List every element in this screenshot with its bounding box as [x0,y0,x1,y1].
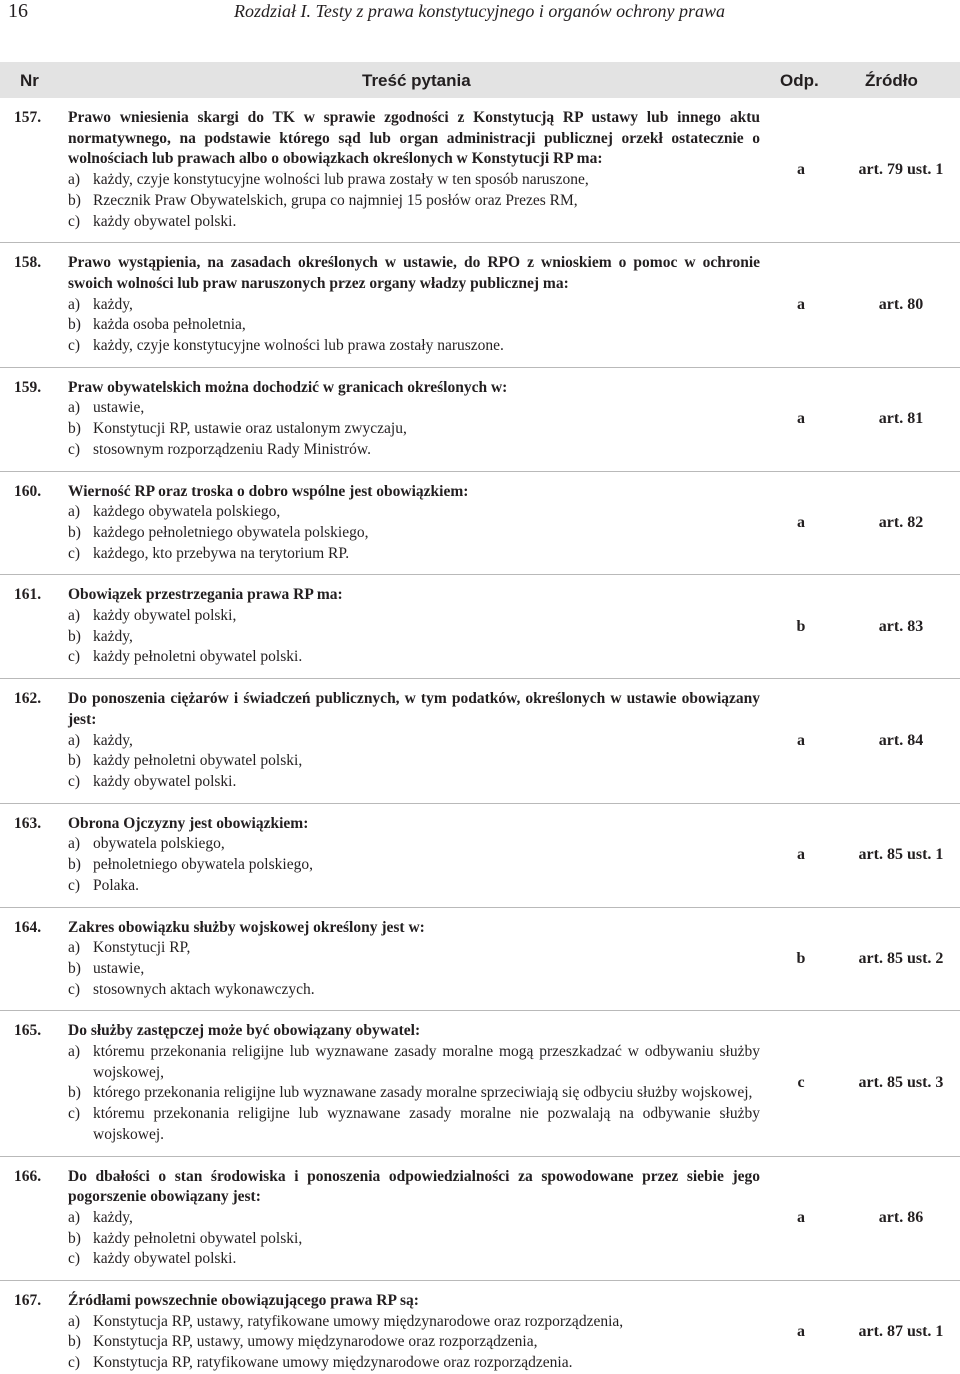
question-number: 159. [14,378,42,396]
option-text: każdy obywatel polski. [93,772,237,790]
option-letter: c) [68,337,81,355]
answer-option [68,544,760,565]
page-header [0,0,960,30]
question-text: Prawo wniesienia skargi do TK w sprawie zgodności z Konstytucją RP ustawy lub innego aktu normatywnego, na podstawie którego sąd lub organ administracji publicznej orzekł ostatecznie o wolnościach lub prawach albo o obowiązkach określonych w Konstytucji RP ma: [68,109,760,168]
legal-source: art. 85 ust. 1 [858,846,944,864]
option-letter: b) [68,316,81,334]
answer-option [68,1332,760,1353]
question-number: 162. [14,690,42,708]
question-body [68,918,760,1001]
legal-source: art. 87 ust. 1 [858,1323,944,1341]
correct-answer: a [797,295,805,313]
question-body [68,108,760,232]
option-letter: b) [68,752,81,770]
option-text: stosownym rozporządzeniu Rady Ministrów. [93,440,371,458]
answer-option [68,1249,760,1270]
answer-option [68,170,760,191]
answer-option [68,938,760,959]
correct-answer: a [797,1323,805,1341]
page-number: 16 [8,0,28,22]
option-letter: c) [68,772,81,790]
option-text: każdy obywatel polski, [93,607,237,625]
option-letter: b) [68,420,81,438]
legal-source: art. 80 [878,295,924,313]
answer-option [68,315,760,336]
correct-answer: a [797,846,805,864]
option-letter: c) [68,980,81,998]
option-letter: b) [68,1084,81,1102]
answer-option [68,502,760,523]
option-letter: b) [68,1229,81,1247]
option-text: Polaka. [93,876,140,894]
option-letter: c) [68,544,81,562]
answer-option [68,731,760,752]
option-letter: b) [68,627,81,645]
option-letter: c) [68,1105,81,1123]
correct-answer: c [797,1074,805,1092]
option-text: każdego pełnoletniego obywatela polskiego, [93,523,369,541]
option-letter: a) [68,1312,81,1330]
question-text: Obowiązek przestrzegania prawa RP ma: [68,586,343,604]
option-letter: c) [68,440,81,458]
answer-option [68,980,760,1001]
option-letter: a) [68,939,81,957]
correct-answer: b [796,949,806,967]
legal-source: art. 79 ust. 1 [858,161,944,179]
question-number: 165. [14,1022,42,1040]
question-body [68,1291,760,1374]
option-text: każdy obywatel polski. [93,1250,237,1268]
answer-option [68,606,760,627]
option-text: ustawie, [93,959,145,977]
question-row [0,1291,960,1374]
question-text: Zakres obowiązku służby wojskowej określony jest w: [68,918,425,936]
question-number: 157. [14,109,42,126]
answer-option [68,212,760,233]
option-text: stosownych aktach wykonawczych. [93,980,315,998]
option-letter: b) [68,191,81,209]
question-row [0,1021,960,1145]
chapter-title: Rozdział I. Testy z prawa konstytucyjnego i organów ochrony prawa [234,1,725,21]
correct-answer: a [797,513,805,531]
option-text: Rzecznik Praw Obywatelskich, grupa co najmniej 15 posłów oraz Prezes RM, [93,191,578,209]
correct-answer: a [797,731,805,749]
answer-option [68,523,760,544]
option-letter: c) [68,1250,81,1268]
question-text: Do ponoszenia ciężarów i świadczeń publicznych, w tym podatków, określonych w ustawie obowiązany jest: [68,690,760,728]
question-number: 160. [14,482,42,500]
question-row [0,253,960,357]
question-number: 166. [14,1167,42,1185]
answer-option [68,627,760,648]
question-text: Obrona Ojczyzny jest obowiązkiem: [68,814,309,832]
option-text: Konstytucja RP, ratyfikowane umowy międzynarodowe oraz rozporządzenia. [93,1354,573,1372]
option-text: któremu przekonania religijne lub wyznawane zasady moralne mogą przeszkadzać w odbywaniu służby wojskowej, [93,1043,760,1081]
answer-option [68,336,760,357]
option-text: Konstytucji RP, ustawie oraz ustalonym zwyczaju, [93,420,407,438]
question-row [0,482,960,565]
option-text: Konstytucji RP, [93,939,191,957]
option-text: każdy obywatel polski. [93,212,237,230]
correct-answer: a [797,161,805,179]
question-number: 161. [14,586,42,604]
option-letter: a) [68,607,81,625]
answer-option [68,1104,760,1145]
answer-option [68,1083,760,1104]
question-row [0,918,960,1001]
option-text: każdy, czyje konstytucyjne wolności lub prawa zostały w ten sposób naruszone, [93,171,589,189]
option-letter: b) [68,1333,81,1351]
table-header [0,62,960,98]
question-number: 164. [14,918,42,936]
legal-source: art. 81 [878,410,924,428]
question-text: Wierność RP oraz troska o dobro wspólne jest obowiązkiem: [68,482,469,500]
option-text: każdy, [93,731,133,749]
option-text: każdego, kto przebywa na terytorium RP. [93,544,350,562]
question-number: 158. [14,254,42,272]
question-body [68,253,760,357]
option-letter: b) [68,523,81,541]
option-letter: a) [68,399,81,417]
legal-source: art. 82 [878,513,924,531]
question-number: 163. [14,814,42,832]
option-letter: c) [68,1354,81,1372]
answer-option [68,1229,760,1250]
option-text: każdy pełnoletni obywatel polski, [93,752,303,770]
question-text: Do służby zastępczej może być obowiązany obywatel: [68,1022,421,1040]
option-text: którego przekonania religijne lub wyznawane zasady moralne sprzeciwiają się odbyciu służby wojskowej, [93,1084,753,1102]
column-header-tresc: Treść pytania [362,71,471,90]
question-number: 167. [14,1292,42,1310]
question-text: Praw obywatelskich można dochodzić w granicach określonych w: [68,378,508,396]
legal-source: art. 85 ust. 2 [858,949,944,967]
question-row [0,814,960,897]
option-letter: b) [68,856,81,874]
answer-option [68,772,760,793]
question-body [68,689,760,793]
question-text: Do dbałości o stan środowiska i ponoszenia odpowiedzialności za spowodowane przez siebie jego pogorszenie obowiązany jest: [68,1167,760,1206]
column-header-zrodlo: Źródło [865,71,918,90]
question-row [0,108,960,232]
option-letter: b) [68,959,81,977]
question-body [68,585,760,668]
answer-option [68,1208,760,1229]
option-text: Konstytucja RP, ustawy, ratyfikowane umowy międzynarodowe oraz rozporządzenia, [93,1312,624,1330]
question-body [68,482,760,565]
answer-option [68,647,760,668]
legal-source: art. 83 [878,617,924,635]
option-text: każdy pełnoletni obywatel polski. [93,648,303,666]
option-text: każdy pełnoletni obywatel polski, [93,1229,303,1247]
answer-option [68,876,760,897]
question-row [0,378,960,461]
option-text: pełnoletniego obywatela polskiego, [93,856,313,874]
answer-option [68,751,760,772]
answer-option [68,398,760,419]
question-text: Prawo wystąpienia, na zasadach określonych w ustawie, do RPO z wnioskiem o pomoc w ochronie swoich wolności lub praw naruszonych przez organy władzy publicznej ma: [68,254,760,292]
legal-source: art. 84 [878,731,924,749]
question-body [68,378,760,461]
option-letter: c) [68,212,81,230]
option-text: Konstytucja RP, ustawy, umowy międzynarodowe oraz rozporządzenia, [93,1333,538,1351]
option-text: każdy, czyje konstytucyjne wolności lub prawa zostały naruszone. [93,337,504,355]
option-text: każdy, [93,295,133,313]
answer-option [68,191,760,212]
question-row [0,689,960,793]
option-letter: a) [68,295,81,313]
option-letter: a) [68,835,81,853]
option-text: obywatela polskiego, [93,835,225,853]
correct-answer: a [797,410,805,428]
answer-option [68,959,760,980]
answer-option [68,419,760,440]
correct-answer: b [796,617,806,635]
option-text: któremu przekonania religijne lub wyznawane zasady moralne nie pozwalają na odbywanie służby wojskowej. [93,1105,760,1143]
answer-option [68,855,760,876]
question-body [68,814,760,897]
question-row [0,585,960,668]
option-text: ustawie, [93,399,145,417]
legal-source: art. 86 [878,1209,924,1227]
option-letter: c) [68,876,81,894]
option-text: każda osoba pełnoletnia, [93,316,246,334]
option-letter: a) [68,503,81,521]
option-letter: a) [68,171,81,189]
column-header-odp: Odp. [780,71,819,90]
option-letter: a) [68,731,81,749]
option-text: każdy, [93,1208,133,1226]
answer-option [68,1042,760,1083]
option-letter: a) [68,1043,81,1061]
answer-option [68,1312,760,1333]
question-body [68,1167,760,1271]
questions-list [0,108,960,1374]
answer-option [68,295,760,316]
question-body [68,1021,760,1145]
answer-option [68,440,760,461]
option-letter: c) [68,648,81,666]
legal-source: art. 85 ust. 3 [858,1074,944,1092]
option-text: każdy, [93,627,133,645]
column-header-nr: Nr [20,71,39,90]
question-row [0,1167,960,1271]
option-text: każdego obywatela polskiego, [93,503,281,521]
correct-answer: a [797,1209,805,1227]
question-text: Źródłami powszechnie obowiązującego prawa RP są: [68,1292,419,1310]
option-letter: a) [68,1208,81,1226]
answer-option [68,834,760,855]
